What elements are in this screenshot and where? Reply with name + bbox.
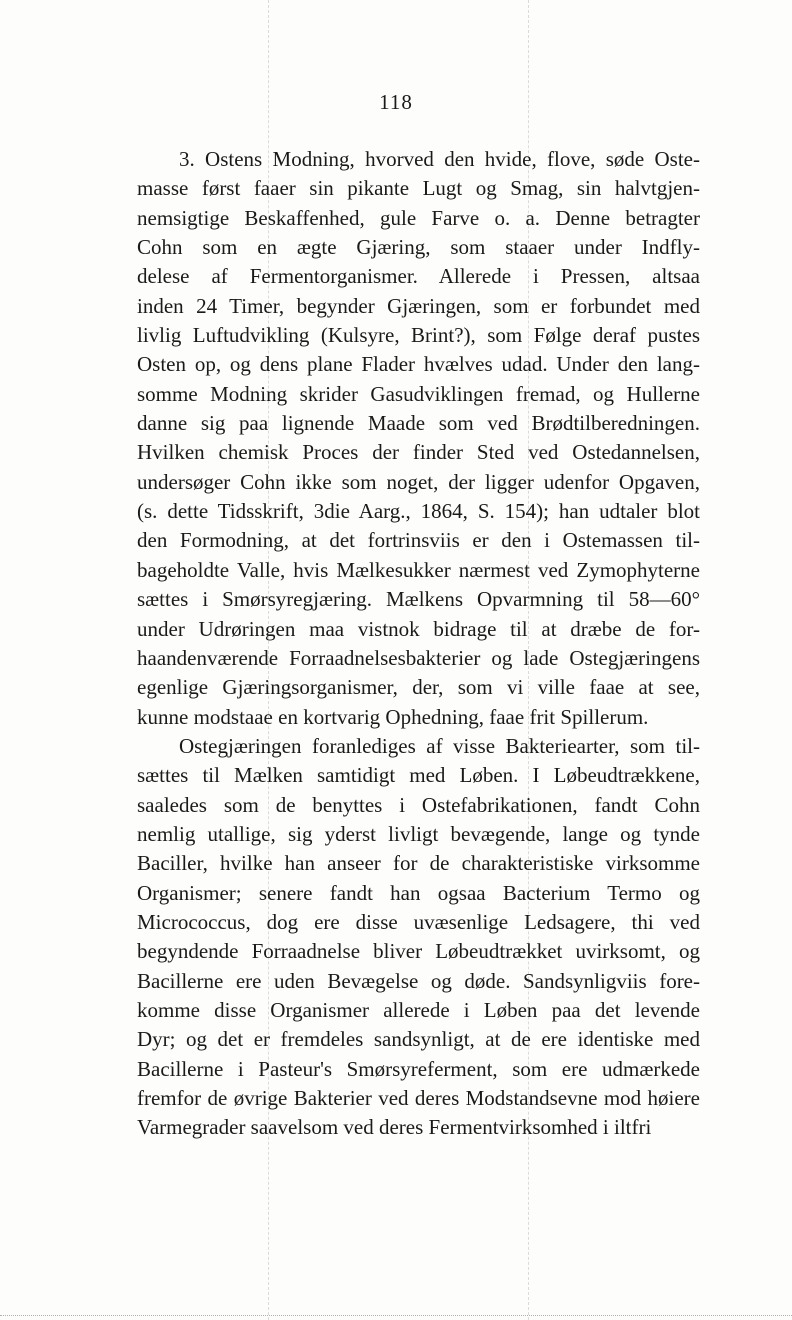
- text-line: 3. Ostens Modning, hvorved den hvide, flove, søde Oste-: [179, 147, 700, 171]
- page-number: 118: [379, 90, 413, 114]
- text-line: danne sig paa lignende Maade som ved Brødtilberedningen.: [137, 411, 700, 436]
- body-text: [137, 145, 700, 1143]
- text-line: somme Modning skrider Gasudviklingen fremad, og Hullerne: [137, 381, 700, 406]
- text-line: den Formodning, at det fortrinsviis er den i Ostemassen til-: [137, 528, 700, 553]
- text-line: Micrococcus, dog ere disse uvæsenlige Ledsagere, thi ved: [137, 909, 700, 934]
- text-line: kunne modstaae en kortvarig Ophedning, faae frit Spillerum.: [137, 704, 649, 729]
- text-line: sættes til Mælken samtidigt med Løben. I Løbeudtrækkene,: [137, 763, 700, 788]
- text-line: inden 24 Timer, begynder Gjæringen, som er forbundet med: [137, 293, 700, 318]
- text-line: Bacillerne ere uden Bevægelse og døde. Sandsynligviis fore-: [137, 968, 700, 993]
- text-line: Bacillerne i Pasteur's Smørsyreferment, som ere udmærkede: [137, 1056, 700, 1081]
- text-line: nemsigtige Beskaffenhed, gule Farve o. a. Denne betragter: [137, 205, 700, 230]
- text-line: egenlige Gjæringsorganismer, der, som vi ville faae at see,: [137, 675, 700, 700]
- page-bottom-edge: [0, 1314, 792, 1316]
- text-line: livlig Luftudvikling (Kulsyre, Brint?), som Følge deraf pustes: [137, 323, 700, 348]
- text-line: (s. dette Tidsskrift, 3die Aarg., 1864, S. 154); han udtaler blot: [137, 499, 700, 524]
- text-line: haandenværende Forraadnelsesbakterier og lade Ostegjæringens: [137, 645, 700, 670]
- paragraph: [137, 732, 700, 1143]
- text-line: nemlig utallige, sig yderst livligt bevægende, lange og tynde: [137, 821, 700, 846]
- text-line: under Udrøringen maa vistnok bidrage til at dræbe de for-: [137, 616, 700, 641]
- text-line: Baciller, hvilke han anseer for de charakteristiske virksomme: [137, 851, 700, 876]
- text-line: komme disse Organismer allerede i Løben paa det levende: [137, 997, 700, 1022]
- text-line: saaledes som de benyttes i Ostefabrikationen, fandt Cohn: [137, 792, 700, 817]
- text-line: Hvilken chemisk Proces der finder Sted ved Ostedannelsen,: [137, 440, 700, 465]
- paragraph: [137, 145, 700, 732]
- text-line: Organismer; senere fandt han ogsaa Bacterium Termo og: [137, 880, 700, 905]
- text-line: undersøger Cohn ikke som noget, der ligger udenfor Opgaven,: [137, 469, 700, 494]
- text-line: begyndende Forraadnelse bliver Løbeudtrækket uvirksomt, og: [137, 939, 700, 964]
- text-line: Dyr; og det er fremdeles sandsynligt, at de ere identiske med: [137, 1027, 700, 1052]
- text-line: fremfor de øvrige Bakterier ved deres Modstandsevne mod høiere: [137, 1086, 700, 1110]
- text-line: Varmegrader saavelsom ved deres Fermentvirksomhed i iltfri: [137, 1115, 652, 1140]
- text-line: masse først faaer sin pikante Lugt og Smag, sin halvtgjen-: [137, 176, 700, 201]
- text-line: Ostegjæringen foranlediges af visse Bakteriearter, som til-: [179, 733, 700, 758]
- text-line: Cohn som en ægte Gjæring, som staaer under Indfly-: [137, 235, 700, 260]
- text-line: bageholdte Valle, hvis Mælkesukker nærmest ved Zymophyterne: [137, 557, 700, 582]
- text-line: delese af Fermentorganismer. Allerede i Pressen, altsaa: [137, 264, 700, 289]
- text-line: Osten op, og dens plane Flader hvælves udad. Under den lang-: [137, 352, 700, 377]
- text-line: sættes i Smørsyregjæring. Mælkens Opvarmning til 58—60°: [137, 587, 700, 612]
